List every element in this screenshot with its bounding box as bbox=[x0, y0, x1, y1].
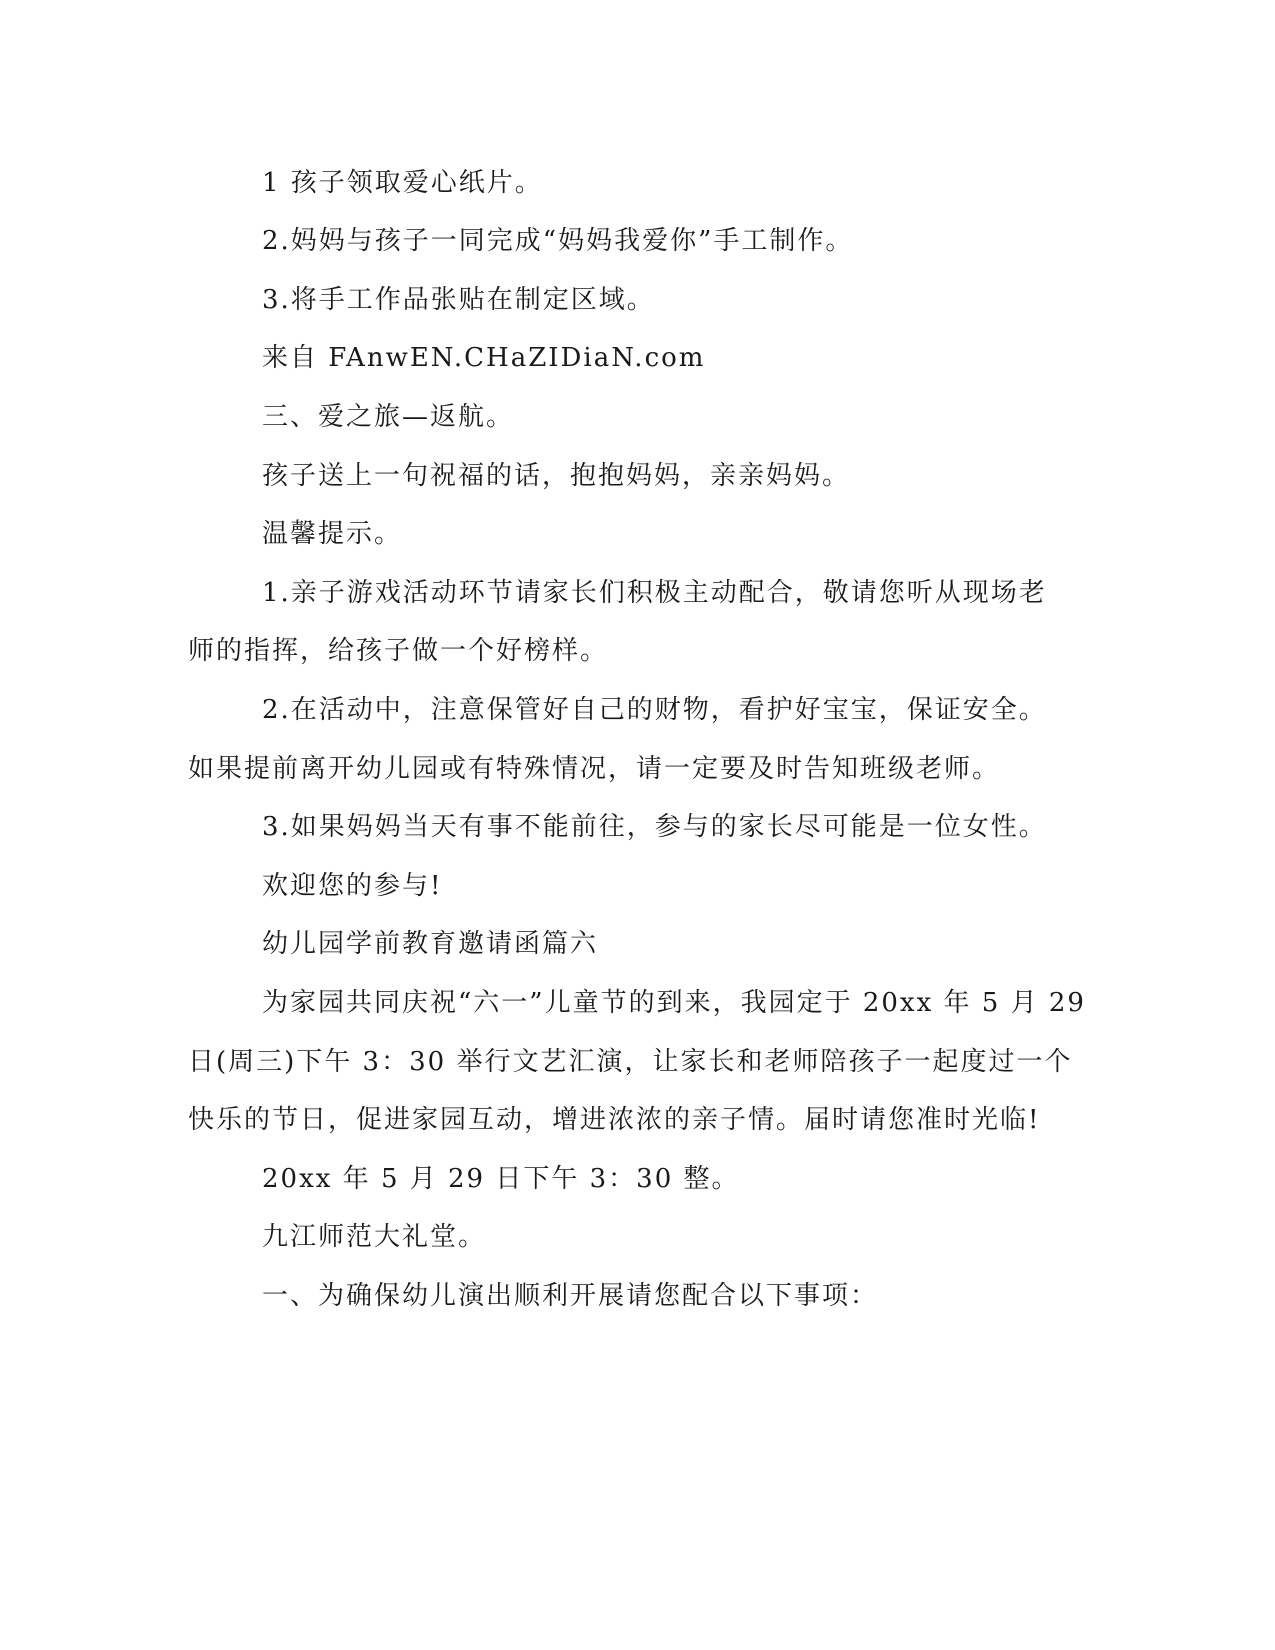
tips-heading: 温馨提示。 bbox=[262, 519, 403, 549]
event-time: 20xx 年 5 月 29 日下午 3：30 整。 bbox=[262, 1164, 740, 1194]
step-1-text: 1 孩子领取爱心纸片。 bbox=[262, 168, 543, 198]
source-text: 来自 FAnwEN.CHaZIDiaN.com bbox=[262, 343, 706, 373]
notice-heading: 一、为确保幼儿演出顺利开展请您配合以下事项： bbox=[262, 1281, 879, 1311]
invitation-line-3: 快乐的节日，促进家园互动，增进浓浓的亲子情。届时请您准时光临! bbox=[188, 1105, 1041, 1135]
invitation-line-2: 日(周三)下午 3：30 举行文艺汇演，让家长和老师陪孩子一起度过一个 bbox=[188, 1047, 1073, 1077]
tip-1-line-2: 师的指挥，给孩子做一个好榜样。 bbox=[188, 636, 609, 666]
step-3-text: 3.将手工作品张贴在制定区域。 bbox=[262, 285, 655, 315]
step-2-text: 2.妈妈与孩子一同完成“妈妈我爱你”手工制作。 bbox=[262, 226, 854, 256]
tip-3-text: 3.如果妈妈当天有事不能前往，参与的家长尽可能是一位女性。 bbox=[262, 812, 1047, 842]
tip-2-line-2: 如果提前离开幼儿园或有特殊情况，请一定要及时告知班级老师。 bbox=[188, 754, 1001, 784]
section-title: 幼儿园学前教育邀请函篇六 bbox=[262, 929, 599, 959]
blessing-text: 孩子送上一句祝福的话，抱抱妈妈，亲亲妈妈。 bbox=[262, 461, 851, 491]
tip-2-line-1: 2.在活动中，注意保管好自己的财物，看护好宝宝，保证安全。 bbox=[262, 695, 1047, 725]
tip-1-line-1: 1.亲子游戏活动环节请家长们积极主动配合，敬请您听从现场老 bbox=[262, 578, 1047, 608]
event-venue: 九江师范大礼堂。 bbox=[262, 1222, 487, 1252]
welcome-text: 欢迎您的参与! bbox=[262, 871, 443, 901]
invitation-line-1: 为家园共同庆祝“六一”儿童节的到来，我园定于 20xx 年 5 月 29 bbox=[262, 988, 1086, 1018]
section-3-heading: 三、爱之旅—返航。 bbox=[262, 402, 515, 432]
